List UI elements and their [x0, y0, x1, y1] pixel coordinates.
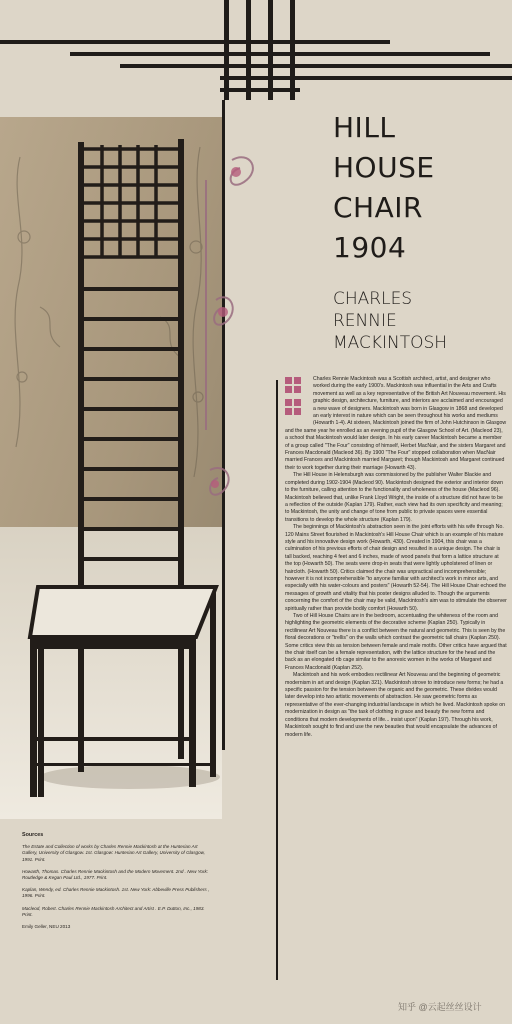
body-paragraph: Two of Hill House Chairs are in the bedroom, accentuating the whiteness of the room and highlighting the geometric elements of the decorative scheme (Kaplan 250). Typically in rectilinear Art Nouveau there is a conflict between the natural and geometric. This is seen by the floral decorations or "trellis" on the walls which contrast the geometric tall chairs (Kaplan 250). Some critics view this as tension between female and male motifs. Other critics have argued that the chair itself can be a female representation, with the lattice structure for the head and the back as an elongated rib cage similar to the anorexic women in the works of Margaret and Frances Macdonald (Kaplan 252). — [285, 613, 507, 671]
article-body — [285, 376, 507, 739]
author-line: CHARLES — [333, 289, 413, 309]
body-paragraph: Mackintosh and his work embodies rectilinear Art Nouveau and the beginning of geometric modernism in art and design (Kaplan 321). Mackintosh strove to introduce new forms; he had a specific passion for the tension between the organic and the geometric. These divides would later develop into two artistic movements of abstraction. He saw geometric forms as representative of the ever-changing industrial landscape in which he lived. Mackintosh spoke on modernization in design as "the task of clothing in grace and beauty the new forms and conditions that modern developments of life... insist upon" (Kaplan 197). Through his work, Mackintosh sought to find and use the new beauties that would encapsulate the advances of modern life. — [285, 672, 506, 738]
author-line: MACKINTOSH — [333, 333, 448, 353]
body-paragraph: Charles Rennie Mackintosh was a Scottish architect, artist, and designer who worked during the early 1900's. Mackintosh was influential in the Arts and Crafts movement as well as a key representative of the British Art Nouveau movement. His graphic design, architecture, furniture, and interiors are acclaimed and encouraged a new wave of designers. Mackintosh was born in Glasgow in 1868 and developed an early interest in nature which can be seen throughout his works and mediums (Howarth 1-4). At sixteen, Mackintosh joined the firm of John Hutchinson in Glasgow and the same year he enrolled as an evening pupil of the Glasgow School of Art. (Macleod 23), a school that Mackintosh would later design. In his early career Mackintosh became a member of a group called "The Four" consisting of himself, Herbet MacNair, and the sisters Margaret and Frances Macdonald (Macleod 36). By 1900 "The Four" stopped collaboration when MacNair married Frances and Mackintosh married Margaret; though Mackintosh and Margaret continued their to work together during their marriage (Howarth 43). — [285, 376, 507, 471]
body-paragraph: The beginnings of Mackintosh's abstraction seen in the joint efforts with his wife through No. 120 Mains Street flourished in Mackintosh's Hill House Chair which is an example of his mature style and his innovative design work (Howarth, 430). Created in 1904, this chair was a culmination of his previous efforts of chair design and resulted in a unique design. The chair is tall backed, reaching 4 feet and 6 inches, made of wood panels that form a lattice structure at the top (Howarth 50). The seats were drop-in seats that were lightly upholstered of linen or haircloth. (Howarth 50). Critics claimed the chair was unpractical and incomprehensible; however it is not incomprehensible "to anyone familiar with architect's work in minor arts, and especially with his water-colours and posters" (Howarth 52-54). The Hill House Chair echoed the messages of growth and vitality that his poster designs alluded to. Though the arguments concerning the comfort of the chair may be valid, Mackintosh's aim was to stimulate the observer spiritually rather than provide bodily comfort (Howarth 50). — [285, 524, 507, 612]
author-credit: Emily Geller, NEU 2013 — [22, 924, 71, 930]
author-line: RENNIE — [333, 311, 397, 331]
source-entry: The Estate and Collection of works by Charles Rennie Mackintosh at the Hunterian Art Gallery, University of Glasgow. 1st. Glasgow: Hunterian Art Gallery, University of Glasgow, 1991. Print. — [22, 844, 205, 862]
source-entry: Howarth, Thomas. Charles Rennie Mackintosh and the Modern Movement. 2nd . New York: Routledge & Kegan Paul Ltd., 1977. Print. — [22, 868, 209, 881]
dropcap-ornament — [285, 377, 309, 425]
source-entry: Kaplan, Wendy, ed. Charles Rennie Mackintosh. 1st. New York: Abbeville Press Publishers , 1996. Print. — [22, 887, 210, 899]
author-name — [333, 288, 508, 354]
sources-section — [22, 832, 210, 936]
body-paragraph: The Hill House in Helensburgh was commissioned by the publisher Walter Blackie and completed during 1902-1904 (Macleod 90). Mackintosh designed the exterior and interior down to the furniture, calling attention to the functionality and wholeness of the house (Macleod 96). Mackintosh believed that, unlike Frank Lloyd Wright, the inside of a structure did not have to be a reflection of the outside (Kaplan 179). Rather, each view had its own specificity and meaning; to Mackintosh, the unity and change of tone from public to private spaces were essential transitions to develop the whole structure (Kaplan 179). — [285, 472, 504, 523]
title-line: CHAIR — [333, 191, 423, 224]
source-entry: Macleod, Robert. Charles Rennie Mackintosh Architect and Artist . E.P. Dutton, Inc., 1983. Print. — [22, 905, 205, 917]
watermark: 知乎 @云起丝丝设计 — [398, 1002, 482, 1012]
title-line: 1904 — [333, 231, 407, 264]
sources-heading: Sources — [22, 832, 44, 838]
title-line: HOUSE — [333, 151, 435, 184]
title-line: HILL — [333, 111, 396, 144]
poster-title — [333, 108, 503, 268]
